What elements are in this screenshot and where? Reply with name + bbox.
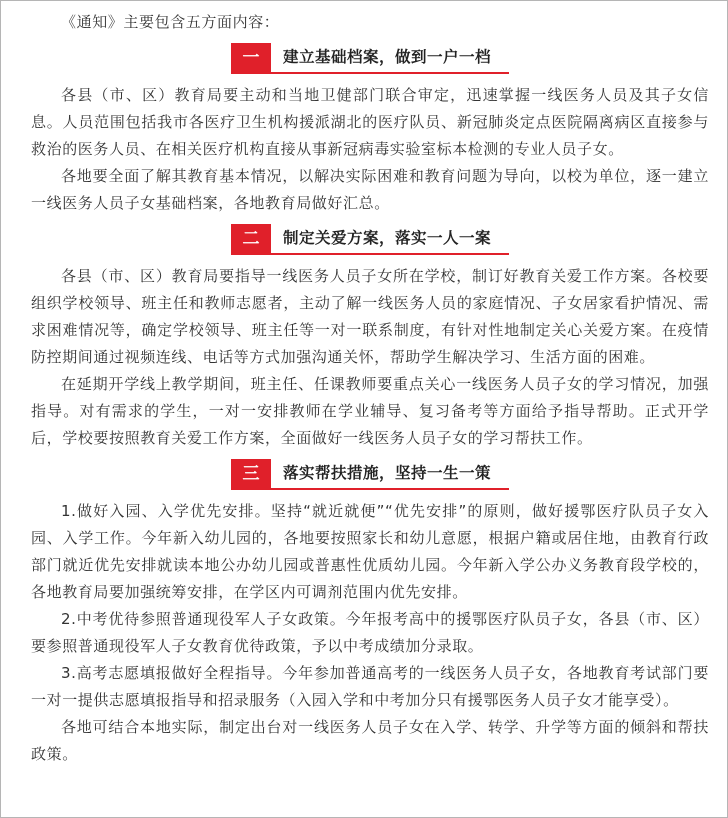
section-title: 落实帮扶措施，坚持一生一策 — [283, 464, 492, 482]
title-underline — [231, 488, 509, 490]
paragraph: 各地可结合本地实际，制定出台对一线医务人员子女在入学、转学、升学等方面的倾斜和帮扶政策。 — [31, 718, 709, 763]
paragraph: 各县（市、区）教育局要主动和当地卫健部门联合审定，迅速掌握一线医务人员及其子女信息。人员范围包括我市各医疗卫生机构援派湖北的医疗队员、新冠肺炎定点医院隔离病区直接参与救治的医务人员、在相关医疗机构直接从事新冠病毒实验室标本检测的专业人员子女。 — [31, 86, 709, 158]
title-underline — [231, 253, 509, 255]
paragraph: 3.高考志愿填报做好全程指导。今年参加普通高考的一线医务人员子女，各地教育考试部门要一对一提供志愿填报指导和招录服务（入园入学和中考加分只有援鄂医务人员子女才能享受）。 — [31, 664, 709, 709]
section-heading-3 — [31, 456, 709, 494]
paragraph: 各地要全面了解其教育基本情况，以解决实际困难和教育问题为导向，以校为单位，逐一建立一线医务人员子女基础档案，各地教育局做好汇总。 — [31, 167, 709, 212]
paragraph: 1.做好入园、入学优先安排。坚持“就近就便”“优先安排”的原则，做好援鄂医疗队员子女入园、入学工作。今年新入幼儿园的，各地要按照家长和幼儿意愿，根据户籍或居住地，由教育行政部门就近优先安排就读本地公办幼儿园或普惠性优质幼儿园。今年新入学公办义务教育段学校的，各地教育局要加强统筹安排，在学区内可调剂范围内优先安排。 — [31, 502, 709, 601]
section-number-badge: 一 — [231, 43, 271, 74]
section-number-badge: 三 — [231, 459, 271, 490]
paragraph: 在延期开学线上教学期间，班主任、任课教师要重点关心一线医务人员子女的学习情况，加强指导。对有需求的学生，一对一安排教师在学业辅导、复习备考等方面给予指导帮助。正式开学后，学校要按照教育关爱工作方案，全面做好一线医务人员子女的学习帮扶工作。 — [31, 375, 709, 447]
section-title: 制定关爱方案，落实一人一案 — [283, 229, 492, 247]
paragraph: 2.中考优待参照普通现役军人子女政策。今年报考高中的援鄂医疗队员子女，各县（市、区）要参照普通现役军人子女教育优待政策，予以中考成绩加分录取。 — [31, 610, 709, 655]
title-underline — [231, 72, 509, 74]
article-content — [31, 1, 709, 768]
section-number-badge: 二 — [231, 224, 271, 255]
paragraph: 各县（市、区）教育局要指导一线医务人员子女所在学校，制订好教育关爱工作方案。各校要组织学校领导、班主任和教师志愿者，主动了解一线医务人员的家庭情况、子女居家看护情况、需求困难情况等，确定学校领导、班主任等一对一联系制度，有针对性地制定关心关爱方案。在疫情防控期间通过视频连线、电话等方式加强沟通关怀，帮助学生解决学习、生活方面的困难。 — [31, 267, 709, 366]
section-title: 建立基础档案，做到一户一档 — [283, 48, 492, 66]
intro-text: 《通知》主要包含五方面内容： — [61, 13, 280, 31]
section-heading-2 — [31, 221, 709, 259]
section-heading-1 — [31, 40, 709, 78]
